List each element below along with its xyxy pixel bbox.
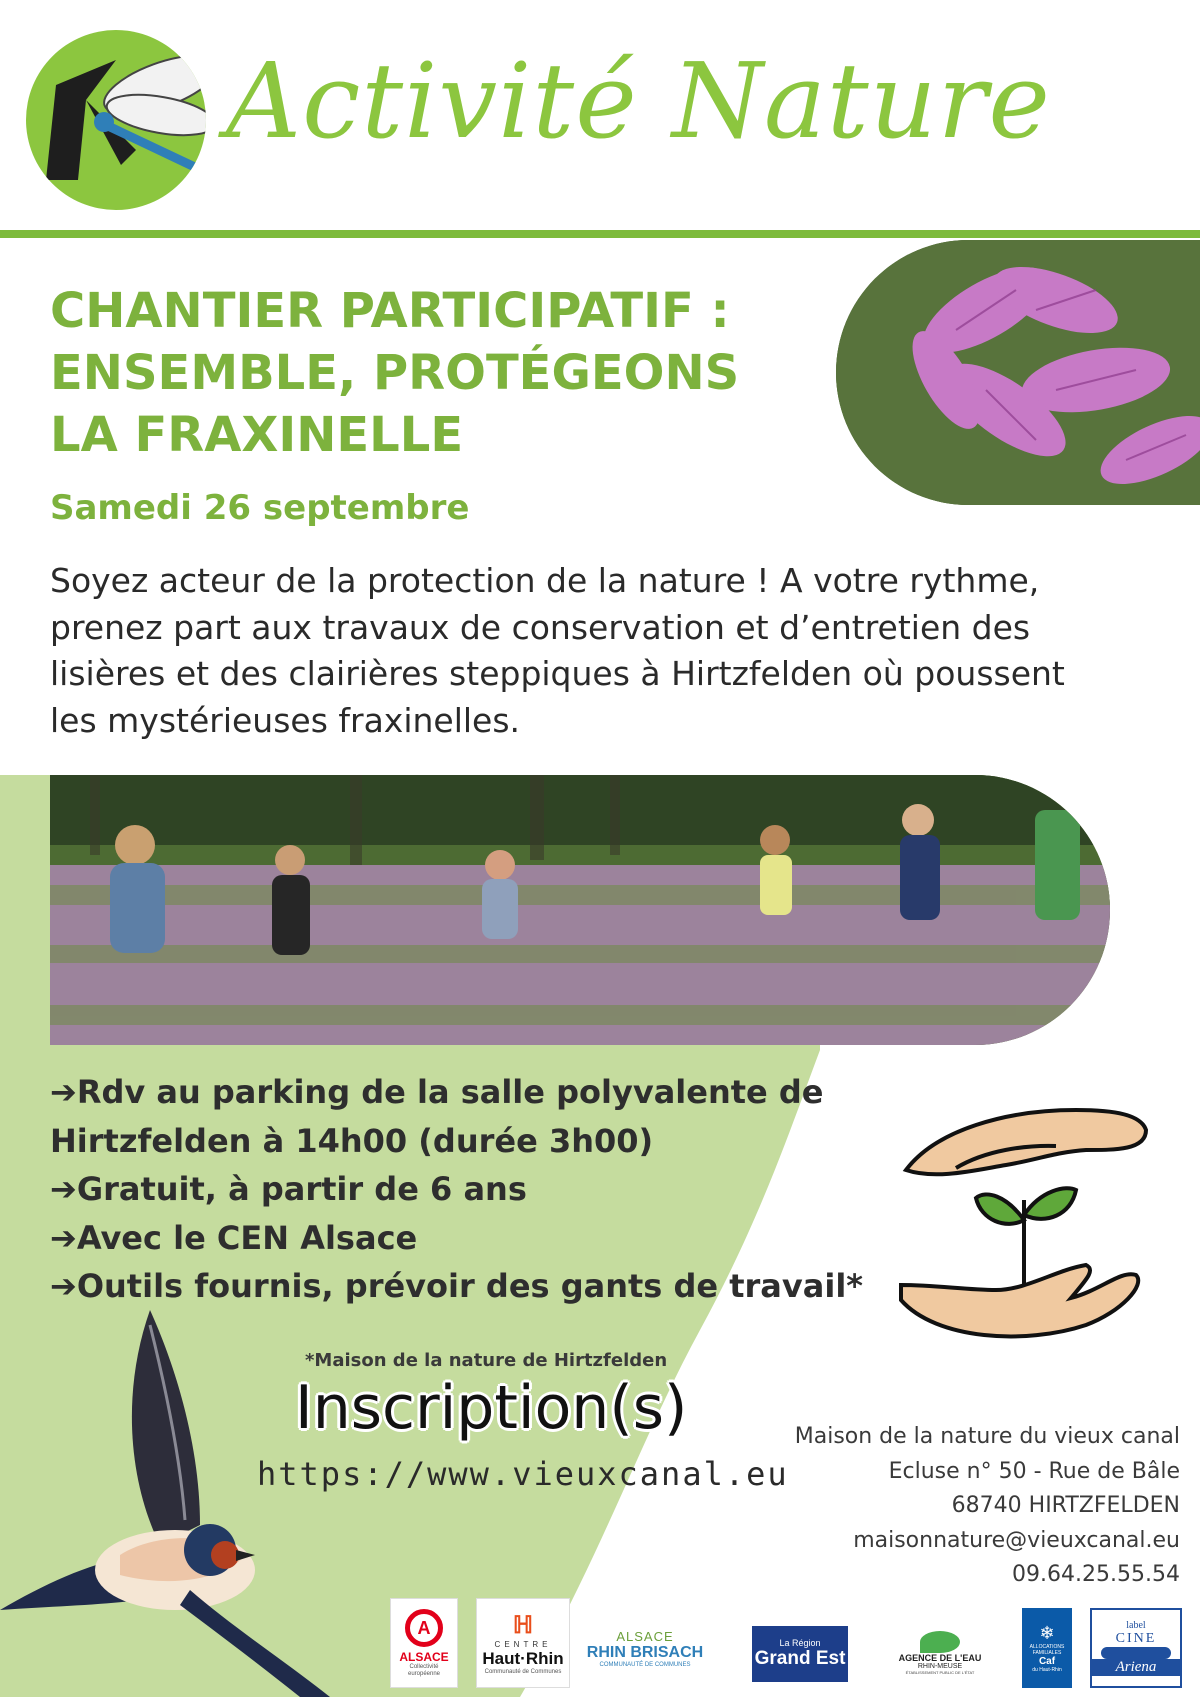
event-title-line: ENSEMBLE, PROTÉGEONS	[50, 345, 740, 401]
contact-email-link[interactable]: maisonnature@vieuxcanal.eu	[853, 1527, 1180, 1553]
caf-logo	[1022, 1608, 1072, 1688]
haut-rhin-logo-sub: Communauté de Communes	[484, 1669, 562, 1675]
event-title-line: CHANTIER PARTICIPATIF :	[50, 283, 730, 339]
contact-name: Maison de la nature du vieux canal	[794, 1424, 1180, 1449]
info-tools: ➔Outils fournis, prévoir des gants de travail*	[50, 1267, 864, 1305]
agence-eau-logo	[890, 1618, 990, 1688]
description-line: les mystérieuses fraxinelles.	[50, 700, 521, 740]
event-date: Samedi 26 septembre	[50, 488, 470, 528]
caf-logo-sub: Caf	[1038, 1656, 1056, 1667]
description-line: prenez part aux travaux de conservation et d’entretien des	[50, 607, 1031, 647]
agence-eau-logo-fine: ÉTABLISSEMENT PUBLIC DE L'ÉTAT	[905, 1670, 975, 1675]
alsace-a-icon: A	[405, 1609, 443, 1647]
caf-star-icon: ❄	[1039, 1623, 1055, 1643]
flower-image	[836, 240, 1200, 505]
header-title: Activité Nature	[226, 40, 1051, 162]
water-drop-icon	[920, 1631, 960, 1653]
rhin-brisach-logo-name: RHIN BRISACH	[586, 1643, 704, 1661]
header-divider	[0, 230, 1200, 238]
description-line: lisières et des clairières steppiques à Hirtzfelden où poussent	[50, 654, 1065, 693]
registration-note: *Maison de la nature de Hirtzfelden	[305, 1350, 668, 1371]
ariena-logo-top: label	[1126, 1620, 1146, 1631]
ariena-cine-logo	[1090, 1608, 1182, 1688]
children-meadow-photo	[50, 775, 1110, 1045]
fraxinella-flower-photo	[836, 240, 1200, 505]
agence-eau-logo-sub: RHIN-MEUSE	[917, 1663, 963, 1670]
event-title-line: LA FRAXINELLE	[50, 407, 464, 463]
event-info-list	[50, 1068, 910, 1311]
rhin-brisach-logo	[582, 1608, 708, 1688]
event-title	[50, 280, 830, 466]
info-meeting-point: ➔Rdv au parking de la salle polyvalente de	[50, 1073, 824, 1111]
event-description	[50, 558, 1160, 744]
contact-phone[interactable]: 09.64.25.55.54	[1012, 1562, 1180, 1588]
grand-est-logo	[752, 1626, 848, 1682]
grand-est-logo-name: Grand Est	[754, 1648, 846, 1669]
hands-seedling-icon	[896, 1090, 1156, 1350]
dragonfly-icon	[26, 30, 206, 210]
meadow-image	[50, 775, 1110, 1045]
agence-eau-logo-name: AGENCE DE L'EAU	[898, 1653, 982, 1663]
caf-logo-fine: du Haut-Rhin	[1032, 1667, 1062, 1673]
rhin-brisach-logo-top: ALSACE	[616, 1628, 674, 1644]
alsace-logo	[390, 1598, 458, 1688]
partner-logos	[390, 1598, 1190, 1690]
info-meeting-time: Hirtzfelden à 14h00 (durée 3h00)	[50, 1121, 654, 1160]
ariena-logo-sub: Ariena	[1092, 1659, 1180, 1676]
haut-rhin-logo-top: CENTRE	[494, 1640, 552, 1649]
dragonfly-logo	[26, 30, 206, 210]
ariena-logo-name: CINE	[1115, 1631, 1157, 1646]
contact-city: 68740 HIRTZFELDEN	[951, 1493, 1180, 1519]
haut-rhin-icon: ℍ	[512, 1612, 534, 1639]
caf-logo-name: ALLOCATIONS FAMILIALES	[1029, 1644, 1065, 1656]
grand-est-logo-top: La Région	[779, 1638, 821, 1648]
alsace-logo-name: ALSACE	[399, 1649, 449, 1664]
contact-block	[795, 1420, 1180, 1593]
swallow-illustration	[0, 1305, 340, 1697]
haut-rhin-logo	[476, 1598, 570, 1688]
registration-url-link[interactable]: https://www.vieuxcanal.eu	[257, 1455, 789, 1493]
info-price-age: ➔Gratuit, à partir de 6 ans	[50, 1170, 527, 1208]
contact-address: Ecluse n° 50 - Rue de Bâle	[888, 1458, 1180, 1484]
registration-heading: Inscription(s)	[295, 1373, 688, 1443]
ariena-animal-icon	[1101, 1647, 1171, 1659]
rhin-brisach-logo-sub: COMMUNAUTÉ DE COMMUNES	[599, 1661, 691, 1668]
description-line: Soyez acteur de la protection de la nature ! A votre rythme,	[50, 561, 1040, 600]
info-organizer: ➔Avec le CEN Alsace	[50, 1218, 418, 1257]
alsace-logo-sub: Collectivité européenne	[407, 1663, 441, 1677]
haut-rhin-logo-name: Haut·Rhin	[482, 1649, 564, 1668]
